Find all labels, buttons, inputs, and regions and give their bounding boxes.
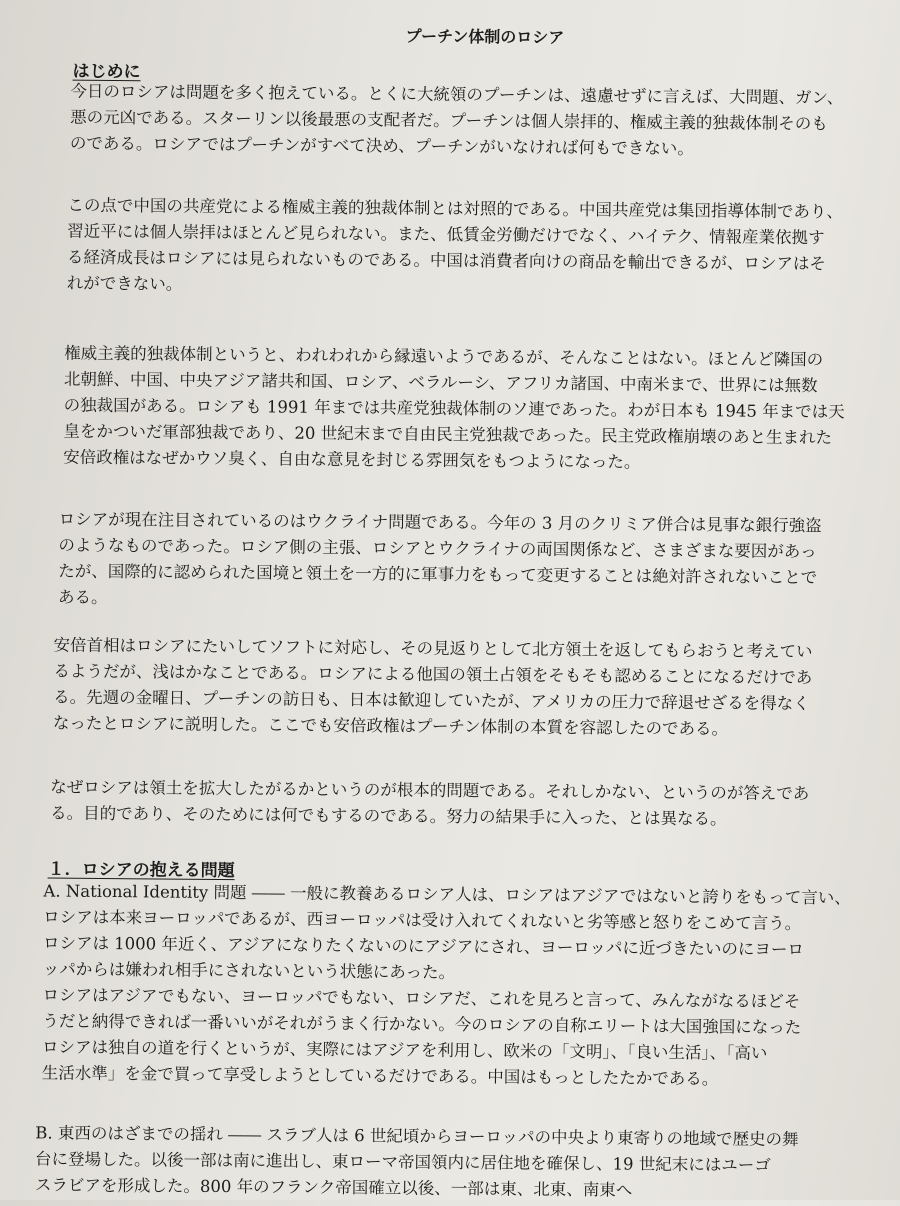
text-line: スラビアを形成した。800 年のフランク帝国確立以後、一部は東、北東、南東へ — [34, 1175, 633, 1200]
text-line: 生活水準」を金で買って享受しようとしているだけである。中国はもっとしたたかである。 — [41, 1063, 719, 1089]
text-line: 北朝鮮、中国、中央アジア諸共和国、ロシア、ベラルーシ、アフリカ諸国、中南米まで、世界には無数 — [63, 369, 818, 396]
text-line: の独裁国がある。ロシアも 1991 年までは共産党独裁体制のソ連であった。わが日本も 1945 年までは天 — [63, 395, 845, 422]
text-line: る。先週の金曜日、プーチンの訪日も、日本は歓迎していたが、アメリカの圧力で辞退せざるを得なく — [53, 687, 810, 714]
document-title: プーチン体制のロシア — [405, 26, 565, 47]
text-line: なぜロシアは領土を拡大したがるかというのが根本的問題である。それしかない、というのが答えであ — [50, 777, 810, 804]
text-line: 今日のロシアは問題を多く抱えている。とくに大統領のプーチンは、遠慮せずに言えば、大問題、ガン、 — [70, 81, 844, 108]
text-line: れができない。 — [66, 273, 183, 294]
paragraph-5 — [53, 633, 874, 744]
text-line: 安倍首相はロシアにたいしてソフトに対応し、その見返りとして北方領土を返してもらおうと考えてい — [53, 635, 813, 662]
text-line: のである。ロシアではプーチンがすべて決め、プーチンがいなければ何もできない。 — [69, 133, 694, 159]
text-line: ロシアは独自の道を行くというが、実際にはアジアを利用し、欧米の「文明」、「良い生活」、「高い — [42, 1037, 768, 1063]
text-line: る経済成長はロシアには見られないものである。中国は消費者向けの商品を輸出できるが、ロシアはそ — [66, 247, 827, 274]
text-line: 皇をかついだ軍部独裁であり、20 世紀末まで自由民主党独裁であった。民主党政権崩壊のあと生まれた — [63, 421, 833, 448]
paragraph-7 — [42, 878, 864, 1093]
text-line: たが、国際的に認められた国境と領土を一方的に軍事力をもって変更することは絶対許されないことで — [58, 561, 818, 588]
text-line: 台に登場した。以後一部は南に進出し、東ローマ帝国領内に居住地を確保し、19 世紀末にはユーゴ — [35, 1149, 771, 1175]
text-line: るようだが、浅はかなことである。ロシアによる他国の領土占領をそもそも認めることになるだけであ — [53, 661, 813, 688]
text-line: この点で中国の共産党による権威主義的独裁体制とは対照的である。中国共産党は集団指導体制であり、 — [67, 195, 843, 222]
text-line: ロシアは本来ヨーロッパであるが、西ヨーロッパは受け入れてくれないと劣等感と怒りをこめて言う。 — [43, 907, 802, 934]
paragraph-1 — [70, 79, 891, 164]
paragraph-8 — [35, 1120, 856, 1205]
paragraph-3 — [63, 341, 884, 478]
intro-heading: はじめに — [72, 61, 141, 83]
paragraph-4 — [58, 507, 879, 618]
text-line: ロシアは 1000 年近く、アジアになりたくないのにアジアにされ、ヨーロッパに近づきたいのにヨーロ — [42, 933, 805, 960]
text-line: ある。 — [57, 587, 108, 608]
text-line: る。目的であり、そのためには何でもするのである。努力の結果手に入った、とは異なる。 — [50, 803, 727, 829]
text-line: A. National Identity 問題 ―― 一般に教養あるロシア人は、ロシアはアジアではないと誇りをもって言い、 — [43, 881, 851, 908]
section-1-heading: １．ロシアの抱える問題 — [47, 859, 235, 882]
text-line: うだと納得できれば一番いいがそれがうまく行かない。今のロシアの自称エリートは大国強国になった — [42, 1011, 802, 1038]
text-line: 習近平には個人崇拝はほとんど見られない。また、低賃金労働だけでなく、ハイテク、情報産業依拠す — [67, 221, 825, 248]
text-line: のようなものであった。ロシア側の主張、ロシアとウクライナの両国関係など、さまざまな要因があっ — [58, 535, 817, 562]
text-line: なったとロシアに説明した。ここでも安倍政権はプーチン体制の本質を容認したのである。 — [52, 713, 729, 739]
text-line: 安倍政権はなぜかウソ臭く、自由な意見を封じる雰囲気をもつようになった。 — [63, 447, 641, 472]
paragraph-2 — [67, 193, 888, 304]
paragraph-6 — [50, 775, 870, 834]
text-line: ロシアが現在注目されているのはウクライナ問題である。今年の 3 月のクリミア併合は見事な銀行強盗 — [58, 509, 822, 536]
text-line: B. 東西のはざまでの揺れ ―― スラブ人は 6 世紀頃からヨーロッパの中央より東寄りの地域で歴史の舞 — [35, 1123, 799, 1150]
text-line: ロシアはアジアでもない、ヨーロッパでもない、ロシアだ、これを見ろと言って、みんながなるほどそ — [42, 985, 801, 1012]
text-line: ッパからは嫌われ相手にされないという状態にあった。 — [42, 959, 456, 983]
text-line: 権威主義的独裁体制というと、われわれから縁遠いようであるが、そんなことはない。ほとんど隣国の — [64, 343, 824, 370]
text-line: 悪の元凶である。スターリン以後最悪の支配者だ。プーチンは個人崇拝的、権威主義的独裁体制そのも — [70, 107, 828, 134]
